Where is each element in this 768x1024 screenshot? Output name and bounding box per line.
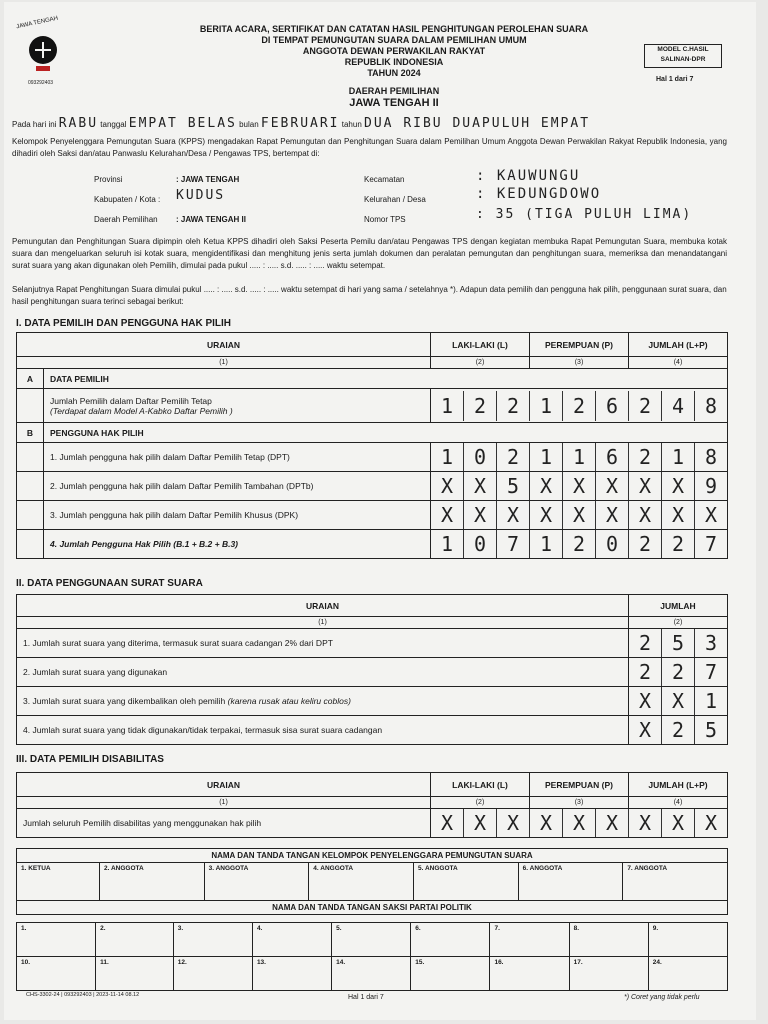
ss-row-4-label: 4. Jumlah surat suara yang tidak digunakan/tidak terpakai, termasuk sisa surat suara cadangan	[17, 716, 629, 745]
section-1-table: URAIAN LAKI-LAKI (L) PEREMPUAN (P) JUMLAH (L+P) (1) (2) (3) (4) A DATA PEMILIH Jumlah Pemilih dalam Daftar Pemilih Tetap (Terdapat dalam Model A-Kabko Daftar Pemilih ) 1 2 2 1 2 6 2 4 8 B PENGGUNA HAK PILIH 1. Jumlah pengguna hak pilih dalam Daftar Pemilih Tetap (DPT) 1 0 2 1 1 6 2 1 8 2. Jumlah pengguna hak pilih dalam Daftar Pemilih Tambahan (DPTb) X X 5 X X X X X 9 3. Jumlah pengguna hak pilih dalam Daftar Pemilih Khusus (DPK) X X X X X X X X X 4. Jumlah Pengguna Hak Pilih (B.1 + B.2 + B.3) 1 0 7 1 2 0 2 2 7	[16, 332, 728, 559]
row-b3-label: 3. Jumlah pengguna hak pilih dalam Daftar Pemilih Khusus (DPK)	[44, 501, 431, 530]
form-sheet	[4, 2, 756, 1020]
dpt-values: 1 2 2 1 2 6 2 4 8	[431, 389, 728, 423]
page-indicator: Hal 1 dari 7	[656, 76, 694, 83]
row-b1-label: 1. Jumlah pengguna hak pilih dalam Daftar Pemilih Tetap (DPT)	[44, 443, 431, 472]
procedure-paragraph-2: Selanjutnya Rapat Penghitungan Suara dimulai pukul ..... : ..... s.d. ..... : ..... waktu setempat di hari yang sama / setelahnya *). Adapun data pemilih dan pengguna hak pilih, penggunaan surat suara, dan hasil penghitungan suara terinci sebagai berikut:	[12, 285, 727, 306]
row-b2-values: X X 5 X X X X X 9	[431, 472, 728, 501]
dpt-label: Jumlah Pemilih dalam Daftar Pemilih Tetap (Terdapat dalam Model A-Kabko Daftar Pemilih )	[44, 389, 431, 423]
kpps-signature-table: NAMA DAN TANDA TANGAN KELOMPOK PENYELENGGARA PEMUNGUTAN SUARA 1. KETUA 2. ANGGOTA 3. ANGGOTA 4. ANGGOTA 5. ANGGOTA 6. ANGGOTA 7. ANGGOTA NAMA DAN TANDA TANGAN SAKSI PARTAI POLITIK	[16, 848, 728, 915]
region-label: DAERAH PEMILIHAN	[348, 86, 440, 96]
footer-code: CHS-3302-24 | 093292403 | 2023-11-14 08.12	[26, 992, 140, 998]
serial-number: 093292403	[28, 80, 54, 86]
model-box: MODEL C.HASIL SALINAN-DPR	[644, 44, 722, 68]
section-1-title: I. DATA PEMILIH DAN PENGGUNA HAK PILIH	[16, 318, 231, 329]
doc-title: BERITA ACARA, SERTIFIKAT DAN CATATAN HASIL PENGHITUNGAN PEROLEHAN SUARA DI TEMPAT PEMUNGUTAN SUARA DALAM PEMILIHAN UMUM ANGGOTA DEWAN PERWAKILAN RAKYAT REPUBLIK INDONESIA TAHUN 2024	[199, 24, 589, 78]
section-2-table: URAIAN JUMLAH (1) (2) 1. Jumlah surat suara yang diterima, termasuk surat suara cadangan 2% dari DPT 2 5 3 2. Jumlah surat suara yang digunakan 2 2 7 3. Jumlah surat suara yang dikembalikan oleh pemilih (karena rusak atau keliru coblos) X X 1 4. Jumlah surat suara yang tidak digunakan/tidak terpakai, termasuk sisa surat suara cadangan X 2 5	[16, 594, 728, 745]
row-b3-values: X X X X X X X X X	[431, 501, 728, 530]
section-3-title: III. DATA PEMILIH DISABILITAS	[16, 754, 164, 765]
ss-row-3-label: 3. Jumlah surat suara yang dikembalikan oleh pemilih (karena rusak atau keliru coblos)	[17, 687, 629, 716]
row-b1-values: 1 0 2 1 1 6 2 1 8	[431, 443, 728, 472]
row-b4-values: 1 0 7 1 2 0 2 2 7	[431, 530, 728, 559]
disabilitas-label: Jumlah seluruh Pemilih disabilitas yang menggunakan hak pilih	[17, 809, 431, 838]
opening-paragraph: Kelompok Penyelenggara Pemungutan Suara (KPPS) mengadakan Rapat Pemungutan dan Penghitungan Suara dalam Pemilihan Umum Anggota Dewan Perwakilan Rakyat Republik Indonesia, yang dihadiri oleh Saksi dan/atau Panwaslu Kelurahan/Desa / Pengawas TPS, bertempat di:	[12, 137, 727, 158]
row-b4-label: 4. Jumlah Pengguna Hak Pilih (B.1 + B.2 + B.3)	[44, 530, 431, 559]
footer-note: *) Coret yang tidak perlu	[624, 994, 700, 1001]
location-block: Provinsi : JAWA TENGAH Kabupaten / Kota : KUDUS Daerah Pemilihan : JAWA TENGAH II Kecamatan : KAUWUNGU Kelurahan / Desa : KEDUNGDOWO Nomor TPS : 35 (TIGA PULUH LIMA)	[94, 168, 693, 224]
region-name: JAWA TENGAH II	[349, 97, 439, 109]
row-b2-label: 2. Jumlah pengguna hak pilih dalam Daftar Pemilih Tambahan (DPTb)	[44, 472, 431, 501]
ss-row-2-label: 2. Jumlah surat suara yang digunakan	[17, 658, 629, 687]
opening-line: Pada hari ini RABU tanggal EMPAT BELAS bulan FEBRUARI tahun DUA RIBU DUAPULUH EMPAT	[12, 116, 591, 131]
procedure-paragraph: Pemungutan dan Penghitungan Suara dipimpin oleh Ketua KPPS dihadiri oleh Saksi Peserta Pemilu dan/atau Pengawas TPS dengan kegiatan membuka Rapat Pemungutan Suara, membuka kotak suara dan mengeluarkan seluruh isi kotak suara, mengidentifikasi dan menghitung jenis serta jumlah dokumen dan peralatan pemungutan dan penghitungan suara, memeriksa dan menandatangani surat suara yang akan digunakan oleh Pemilih, dimulai pada pukul ..... : ..... s.d. ..... : ..... waktu setempat.	[12, 237, 727, 270]
ss-row-1-label: 1. Jumlah surat suara yang diterima, termasuk surat suara cadangan 2% dari DPT	[17, 629, 629, 658]
kpu-logo-icon	[22, 24, 64, 76]
section-2-title: II. DATA PENGGUNAAN SURAT SUARA	[16, 578, 203, 589]
stamp-text: JAWA TENGAH	[15, 15, 59, 31]
saksi-signature-table: 1. 2. 3. 4. 5. 6. 7. 8. 9. 10. 11. 12. 13. 14. 15. 16. 17. 24.	[16, 922, 728, 991]
section-3-table: URAIAN LAKI-LAKI (L) PEREMPUAN (P) JUMLAH (L+P) (1) (2) (3) (4) Jumlah seluruh Pemilih disabilitas yang menggunakan hak pilih X X X X X X X X X	[16, 772, 728, 838]
footer-page: Hal 1 dari 7	[348, 994, 384, 1001]
